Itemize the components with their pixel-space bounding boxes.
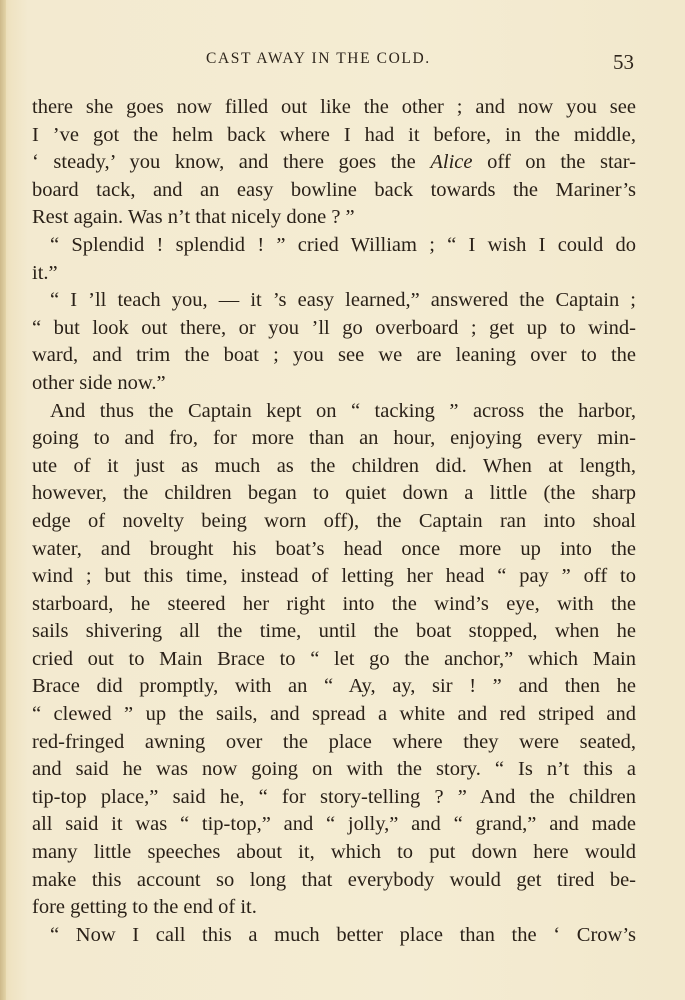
text-line-segment: ‘ steady,’ you know, and there goes the [32,151,431,174]
text-line: it.” [32,261,58,284]
text-line: I ’ve got the helm back where I had it before, in the middle, [32,123,636,146]
page-gutter [0,0,6,1000]
text-line: starboard, he steered her right into the wind’s eye, with the [32,592,636,615]
text-line [32,149,636,177]
text-line: “ Splendid ! splendid ! ” cried William ; “ I wish I could do [50,233,636,256]
text-line: and said he was now going on with the story. “ Is n’t this a [32,758,636,781]
text-line: Brace did promptly, with an “ Ay, ay, sir ! ” and then he [32,675,636,698]
text-line: many little speeches about it, which to put down here would [32,841,636,864]
text-line: wind ; but this time, instead of letting her head “ pay ” off to [32,565,636,588]
text-line: “ clewed ” up the sails, and spread a white and red striped and [32,703,636,726]
text-line: going to and fro, for more than an hour, enjoying every min- [32,427,636,450]
text-line: other side now.” [32,371,166,394]
text-line: board tack, and an easy bowline back towards the Mariner’s [32,178,636,201]
text-line: “ Now I call this a much better place than the ‘ Crow’s [50,923,636,946]
text-line: “ I ’ll teach you, — it ’s easy learned,” answered the Captain ; [50,289,636,312]
text-line: Rest again. Was n’t that nicely done ? ” [32,206,355,229]
italic-boat-name: Alice [430,151,473,174]
text-line: edge of novelty being worn off), the Captain ran into shoal [32,509,636,532]
text-line: however, the children began to quiet down a little (the sharp [32,482,636,505]
body-text [32,94,636,949]
text-line: tip-top place,” said he, “ for story-telling ? ” And the children [32,785,636,808]
text-line: there she goes now filled out like the other ; and now you see [32,96,636,118]
text-line: water, and brought his boat’s head once more up into the [32,537,636,560]
running-title: CAST AWAY IN THE COLD. [206,50,431,67]
text-line: make this account so long that everybody would get tired be- [32,868,636,891]
text-line: cried out to Main Brace to “ let go the anchor,” which Main [32,647,636,670]
text-line: all said it was “ tip-top,” and “ jolly,” and “ grand,” and made [32,813,636,836]
text-line: “ but look out there, or you ’ll go overboard ; get up to wind- [32,316,636,339]
text-line-segment: off on the star- [472,151,637,174]
page-number: 53 [613,50,634,74]
text-line: red-fringed awning over the place where they were seated, [32,730,636,753]
text-line: sails shivering all the time, until the boat stopped, when he [32,620,636,643]
text-line: fore getting to the end of it. [32,896,257,919]
text-line: And thus the Captain kept on “ tacking ” across the harbor, [50,399,636,422]
text-line: ute of it just as much as the children did. When at length, [32,454,636,477]
text-line: ward, and trim the boat ; you see we are leaning over to the [32,344,636,367]
